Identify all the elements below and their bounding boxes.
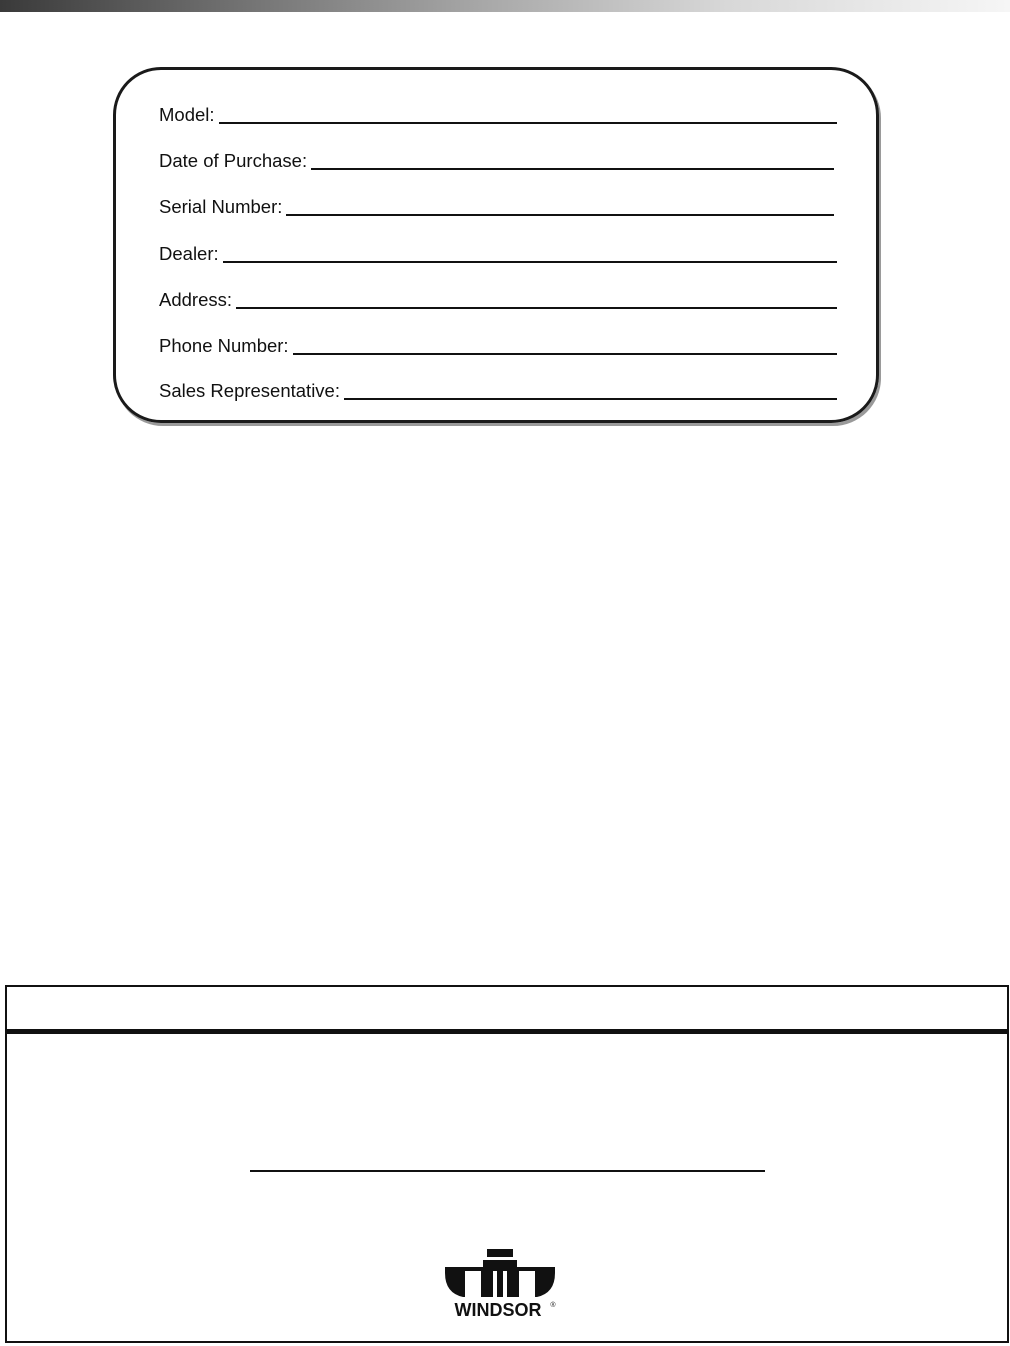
date-of-purchase-label: Date of Purchase: (159, 149, 308, 171)
serial-number-field[interactable] (159, 190, 834, 216)
sales-representative-field[interactable] (159, 374, 837, 400)
windsor-logo (441, 1249, 559, 1323)
header-gradient-bar (0, 0, 1010, 12)
date-of-purchase-line[interactable] (311, 168, 834, 170)
model-label: Model: (159, 103, 215, 125)
phone-number-field[interactable] (159, 329, 837, 355)
model-field[interactable] (159, 98, 837, 124)
dealer-info-box (5, 985, 1009, 1343)
phone-number-line[interactable] (293, 353, 837, 355)
signature-line[interactable] (250, 1170, 765, 1172)
dealer-info-header (7, 987, 1007, 1034)
serial-number-line[interactable] (286, 214, 834, 216)
dealer-field[interactable] (159, 237, 837, 263)
dealer-label: Dealer: (159, 242, 219, 264)
date-of-purchase-field[interactable] (159, 144, 834, 170)
address-label: Address: (159, 288, 233, 310)
address-field[interactable] (159, 283, 837, 309)
model-line[interactable] (219, 122, 837, 124)
dealer-line[interactable] (223, 261, 837, 263)
windsor-brand-text: WINDSOR (454, 1300, 542, 1320)
product-registration-card (113, 67, 879, 423)
registered-mark: ® (550, 1302, 556, 1309)
phone-number-label: Phone Number: (159, 334, 289, 356)
serial-number-label: Serial Number: (159, 195, 283, 217)
windsor-logo-icon (441, 1249, 559, 1323)
sales-representative-label: Sales Representative: (159, 379, 340, 401)
sales-representative-line[interactable] (344, 398, 837, 400)
address-line[interactable] (236, 307, 837, 309)
